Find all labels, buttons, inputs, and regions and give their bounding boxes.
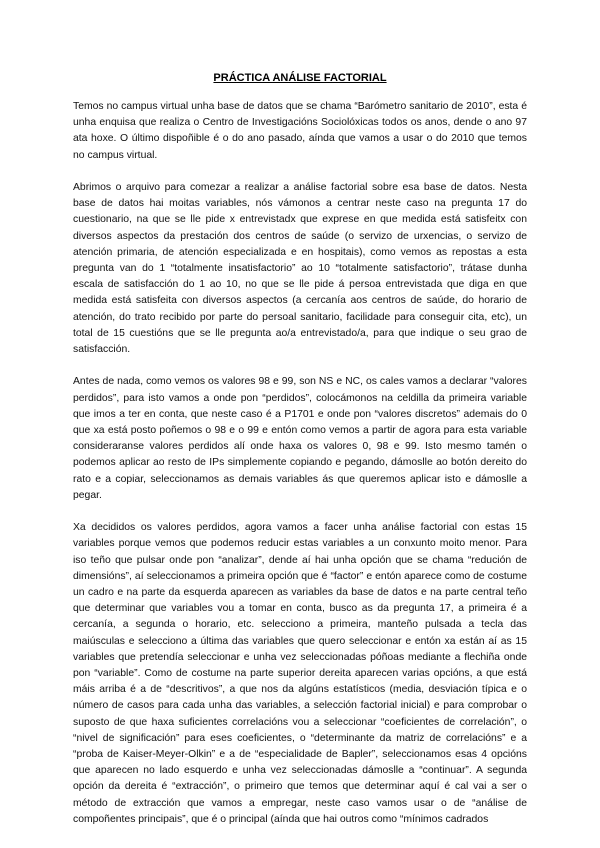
document-title: PRÁCTICA ANÁLISE FACTORIAL — [213, 72, 387, 84]
document-body — [73, 99, 527, 844]
paragraph-factor-analysis: Xa decididos os valores perdidos, agora vamos a facer unha análise factorial con estas 15 variables porque vemos que podemos reducir estas variables a un conxunto moito menor. Para iso teño que pulsar onde pon “analizar”, dende aí hai unha opción que se chama “redución de dimensións”, aí seleccionamos a primeira opción que é “factor” e entón aparece como de costume un cadro e na parte da esquerda aparecen as variables da base de datos e na parte central teño que determinar que variables vou a tomar en conta, busco as da pregunta 17, a primeira é a cercanía, a segunda o horario, etc. selecciono a primeira, manteño pulsada a tecla das maiúsculas e selecciono a última das variables que quero seleccionar e entón xa están aí as 15 variables que pretendía seleccionar e unha vez seleccionadas póñoas mediante a flechiña onde pon “variable”. Como de costume na parte superior dereita aparecen varias opcións, a que está máis arriba é a de “descritivos”, a que nos da algúns estatísticos (media, desviación típica e o número de casos para cada unha das variables, a selección factorial inicial) e para comprobar o suposto de que haxa suficientes correlacións vou a seleccionar “coeficientes de correlación”, o “nivel de significación” para eses coeficientes, o “determinante da matriz de correlacións” e a “proba de Kaiser-Meyer-Olkin” e a de “especialidade de Bapler”, seleccionamos esas 4 opcións que aparecen no lado esquerdo e unha vez seleccionadas dámoslle a “continuar”. A segunda opción da dereita é “extracción”, o primeiro que temos que determinar aquí é cal vai a ser o método de extracción que vamos a empregar, neste caso vamos usar o de “análise de compoñentes principais”, que é o principal (aínda que hai outros como “mínimos cadrados — [73, 522, 527, 825]
paragraph-missing-values: Antes de nada, como vemos os valores 98 e 99, son NS e NC, os cales vamos a declarar “valores perdidos”, para isto vamos a onde pon “perdidos”, colocámonos na celdilla da primeira variable que imos a ter en conta, que neste caso é a P1701 e onde pon “valores discretos” ademais do 0 que xa está posto poñemos o 98 e o 99 e entón como vemos a partir de agora para esta variable consideraranse valores perdidos alí onde haxa os valores 0, 98 e 99. Isto mesmo tamén o podemos aplicar ao resto de IPs simplemente copiando e pegando, dámoslle ao botón dereito do rato e a copiar, seleccionamos as demais variables ás que queremos aplicar isto e dámoslle a pegar. — [73, 376, 527, 501]
paragraph-intro: Temos no campus virtual unha base de datos que se chama “Barómetro sanitario de 2010”, esta é unha enquisa que realiza o Centro de Investigacións Sociolóxicas todos os anos, dende o ano 97 ata hoxe. O último dispoñible é o do ano pasado, aínda que vamos a usar o do 2010 que temos no campus virtual. — [73, 101, 527, 161]
paragraph-variables: Abrimos o arquivo para comezar a realizar a análise factorial sobre esa base de datos. Nesta base de datos hai moitas variables, nós vámonos a centrar neste caso na pregunta 17 do cuestionario, na que se lle pide x entrevistadx que exprese en que medida está satisfeitx con diversos aspectos da prestación dos centros de saúde (o servizo de urxencias, o servizo de atención primaria, de atención especializada e en hospitais), como vemos as repostas a esta pregunta van do 1 “totalmente insatisfactorio” ao 10 “totalmente satisfactorio”, trátase dunha escala de satisfacción do 1 ao 10, no que se lle pide á persoa entrevistada que diga en que medida está satisfeita con diversos aspectos (a cercanía aos centros de saúde, do horario de atención, do trato recibido por parte do persoal sanitario, facilidade para conseguir cita, etc), un total de 15 cuestións que se lle pregunta ao/a entrevistado/a, para que indique o seu grao de satisfacción. — [73, 182, 527, 356]
